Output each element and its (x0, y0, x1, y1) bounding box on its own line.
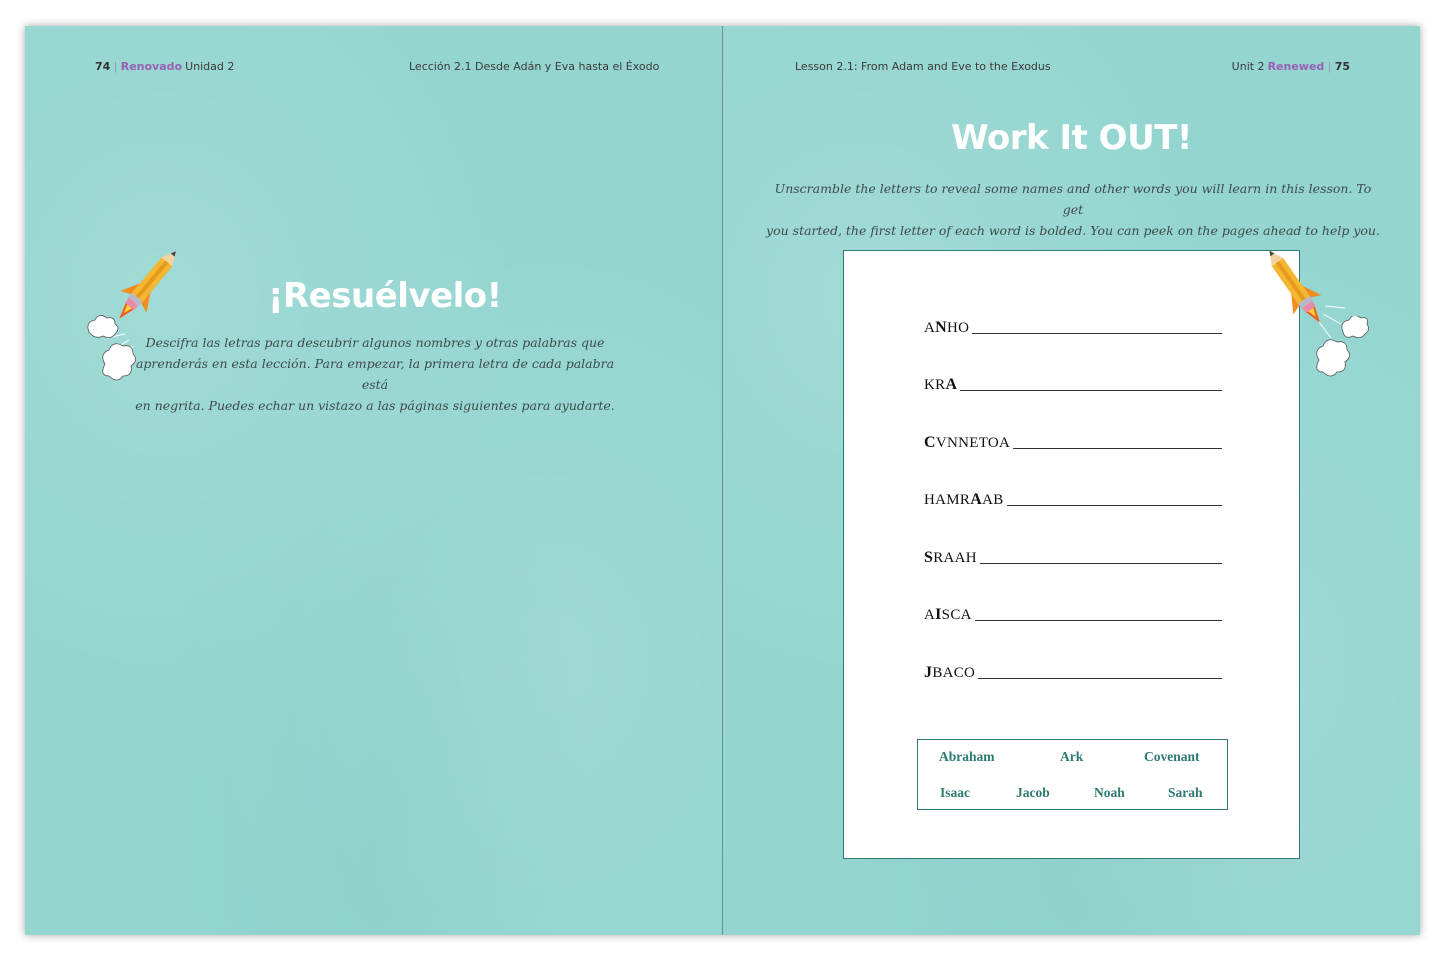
right-running-header (1232, 59, 1350, 74)
instructions-line: aprenderás en esta lección. Para empezar, la primera letra de cada palabra está (135, 356, 615, 392)
instructions-text (763, 178, 1383, 241)
right-lesson-header (795, 59, 1051, 74)
word-bank (917, 739, 1228, 810)
scrambled-word: AISCA (924, 606, 972, 623)
left-page (25, 26, 722, 935)
word-bank-item: Sarah (1168, 785, 1203, 800)
scrambled-word: KRA (924, 376, 958, 393)
scrambled-word: JBACO (924, 664, 976, 681)
scrambled-word-row (924, 432, 1222, 452)
scrambled-word: CVNNETOA (924, 434, 1011, 451)
page-title: Work It OUT! (951, 118, 1192, 158)
instructions-text (135, 332, 615, 416)
answer-line[interactable] (1013, 448, 1222, 449)
word-bank-item: Abraham (939, 749, 995, 764)
answer-line[interactable] (980, 563, 1222, 564)
right-unit-label: Unit 2 (1231, 60, 1265, 73)
scrambled-word-row (924, 489, 1222, 509)
scrambled-word-row (924, 604, 1222, 624)
worksheet-card (843, 250, 1300, 859)
scrambled-word: HAMRAAB (924, 491, 1004, 508)
left-lesson-title: Lección 2.1 Desde Adán y Eva hasta el Éxodo (409, 60, 660, 73)
word-bank-item: Jacob (1016, 785, 1050, 800)
word-bank-item: Ark (1060, 749, 1084, 764)
answer-line[interactable] (972, 333, 1222, 334)
cloud-icon (83, 314, 139, 394)
word-bank-item: Covenant (1144, 749, 1200, 764)
instructions-line: Descifra las letras para descubrir algunos nombres y otras palabras que (145, 335, 605, 350)
scrambled-word-row (924, 374, 1222, 394)
answer-line[interactable] (1007, 505, 1222, 506)
right-lesson-title: Lesson 2.1: From Adam and Eve to the Exodus (795, 60, 1051, 73)
instructions-line: you started, the first letter of each word is bolded. You can peek on the pages ahead to help you. (766, 223, 1380, 238)
answer-line[interactable] (978, 678, 1222, 679)
header-divider: | (114, 59, 117, 73)
instructions-line: Unscramble the letters to reveal some names and other words you will learn in this lesson. To get (774, 181, 1372, 217)
left-unit-label: Unidad 2 (185, 60, 235, 73)
left-running-header (95, 59, 234, 74)
right-page (723, 26, 1420, 935)
left-lesson-header (409, 59, 659, 74)
page-title: ¡Resuélvelo! (268, 276, 502, 316)
scrambled-word: ANHO (924, 319, 970, 336)
header-divider: | (1328, 59, 1331, 73)
cloud-icon (1313, 316, 1369, 396)
instructions-line: en negrita. Puedes echar un vistazo a las páginas siguientes para ayudarte. (135, 398, 615, 413)
book-spread (25, 26, 1420, 935)
scrambled-word-row (924, 317, 1222, 337)
scrambled-word-row (924, 662, 1222, 682)
scrambled-word: SRAAH (924, 549, 977, 566)
answer-line[interactable] (960, 390, 1222, 391)
right-page-number: 75 (1334, 60, 1350, 73)
word-bank-item: Noah (1094, 785, 1125, 800)
scrambled-word-row (924, 547, 1222, 567)
left-page-number: 74 (95, 60, 111, 73)
left-book-name: Renovado (120, 60, 183, 73)
word-bank-item: Isaac (940, 785, 970, 800)
right-book-name: Renewed (1267, 60, 1325, 73)
answer-line[interactable] (975, 620, 1222, 621)
